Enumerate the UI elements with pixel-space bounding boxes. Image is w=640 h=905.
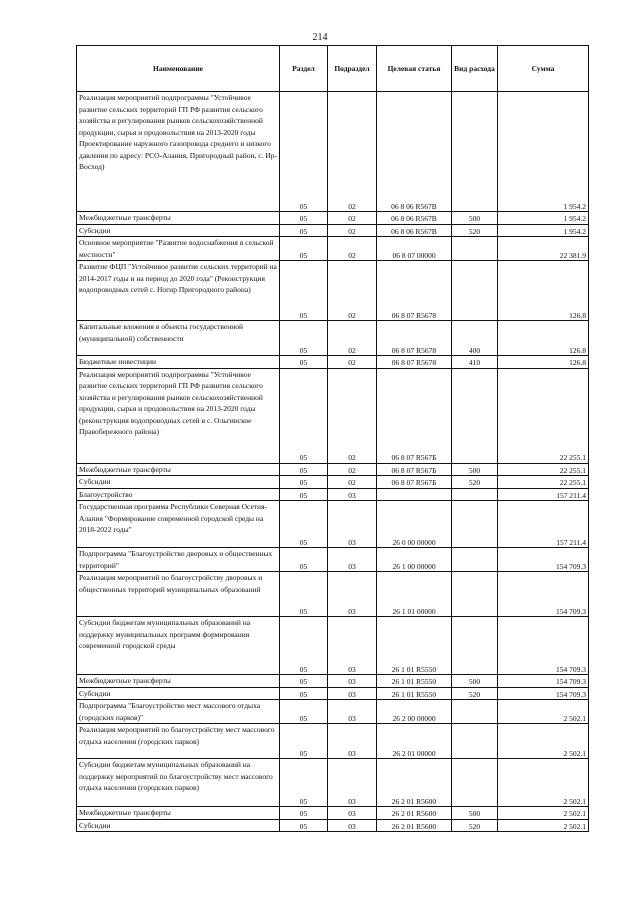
row-razdel: 05 <box>280 476 328 489</box>
row-article: 06 8 07 R567Б <box>377 463 452 476</box>
row-sum: 126.8 <box>498 356 589 369</box>
row-sum: 1 954.2 <box>498 92 589 212</box>
row-vid <box>452 261 498 321</box>
row-podrazdel: 03 <box>328 687 377 700</box>
row-vid <box>452 572 498 617</box>
row-sum: 126.8 <box>498 321 589 356</box>
row-name: Межбюджетные трансферты <box>77 807 280 820</box>
row-razdel: 05 <box>280 212 328 225</box>
row-vid: 500 <box>452 463 498 476</box>
row-podrazdel: 03 <box>328 819 377 832</box>
row-sum: 1 954.2 <box>498 212 589 225</box>
row-sum: 2 502.1 <box>498 724 589 759</box>
header-sum: Сумма <box>498 46 589 92</box>
row-razdel: 05 <box>280 700 328 724</box>
row-name: Межбюджетные трансферты <box>77 212 280 225</box>
page-number: 214 <box>312 32 328 43</box>
row-vid <box>452 501 498 548</box>
row-podrazdel: 02 <box>328 92 377 212</box>
table-row <box>77 92 589 212</box>
table-row <box>77 617 589 675</box>
table-row <box>77 488 589 501</box>
table-row <box>77 368 589 463</box>
row-vid <box>452 237 498 261</box>
row-article: 26 2 00 00000 <box>377 700 452 724</box>
row-razdel: 05 <box>280 261 328 321</box>
row-vid <box>452 488 498 501</box>
table-row <box>77 675 589 688</box>
header-razdel: Раздел <box>280 46 328 92</box>
row-razdel: 05 <box>280 321 328 356</box>
row-vid: 500 <box>452 675 498 688</box>
row-name: Субсидии <box>77 819 280 832</box>
row-sum: 22 381.9 <box>498 237 589 261</box>
table-row <box>77 807 589 820</box>
row-article: 26 2 01 R5600 <box>377 759 452 807</box>
row-podrazdel: 02 <box>328 463 377 476</box>
row-podrazdel: 02 <box>328 224 377 237</box>
row-podrazdel: 03 <box>328 724 377 759</box>
row-razdel: 05 <box>280 759 328 807</box>
row-razdel: 05 <box>280 572 328 617</box>
row-sum: 22 255.1 <box>498 476 589 489</box>
row-sum: 2 502.1 <box>498 759 589 807</box>
row-sum: 2 502.1 <box>498 819 589 832</box>
header-vid: Вид расхода <box>452 46 498 92</box>
row-vid <box>452 759 498 807</box>
row-article: 26 2 01 00000 <box>377 724 452 759</box>
row-vid: 520 <box>452 687 498 700</box>
row-razdel: 05 <box>280 501 328 548</box>
header-article: Целевая статья <box>377 46 452 92</box>
row-razdel: 05 <box>280 724 328 759</box>
table-row <box>77 700 589 724</box>
row-podrazdel: 03 <box>328 675 377 688</box>
header-name: Наименование <box>77 46 280 92</box>
row-article: 06 8 07 R5678 <box>377 261 452 321</box>
row-article: 26 0 00 00000 <box>377 501 452 548</box>
row-razdel: 05 <box>280 92 328 212</box>
row-article: 26 1 01 R5550 <box>377 687 452 700</box>
row-sum: 154 709.3 <box>498 548 589 572</box>
row-podrazdel: 03 <box>328 700 377 724</box>
row-razdel: 05 <box>280 687 328 700</box>
row-sum: 2 502.1 <box>498 700 589 724</box>
row-vid: 520 <box>452 476 498 489</box>
row-sum: 154 709.3 <box>498 675 589 688</box>
table-row <box>77 356 589 369</box>
row-article: 26 1 01 R5550 <box>377 675 452 688</box>
header-podrazdel: Подраздел <box>328 46 377 92</box>
row-razdel: 05 <box>280 368 328 463</box>
table-row <box>77 724 589 759</box>
row-vid: 410 <box>452 356 498 369</box>
row-sum: 126.8 <box>498 261 589 321</box>
row-razdel: 05 <box>280 463 328 476</box>
row-vid <box>452 92 498 212</box>
row-vid: 520 <box>452 819 498 832</box>
row-podrazdel: 02 <box>328 321 377 356</box>
row-name: Основное мероприятие "Развитие водоснабжения в сельской местности" <box>77 237 280 261</box>
row-name: Благоустройство <box>77 488 280 501</box>
table-row <box>77 321 589 356</box>
row-name: Субсидии <box>77 224 280 237</box>
row-razdel: 05 <box>280 548 328 572</box>
row-sum: 154 709.3 <box>498 572 589 617</box>
row-sum: 1 954.2 <box>498 224 589 237</box>
row-sum: 157 211.4 <box>498 488 589 501</box>
row-vid <box>452 724 498 759</box>
table-row <box>77 224 589 237</box>
row-sum: 22 255.1 <box>498 368 589 463</box>
row-article: 26 1 01 00000 <box>377 572 452 617</box>
row-podrazdel: 03 <box>328 572 377 617</box>
row-podrazdel: 03 <box>328 617 377 675</box>
row-name: Реализация мероприятий по благоустройству дворовых и общественных территорий муниципальных образований <box>77 572 280 617</box>
row-article: 26 2 01 R5600 <box>377 807 452 820</box>
table-row <box>77 476 589 489</box>
row-article: 26 1 01 R5550 <box>377 617 452 675</box>
row-article: 06 8 06 R567В <box>377 212 452 225</box>
row-podrazdel: 03 <box>328 759 377 807</box>
row-vid: 400 <box>452 321 498 356</box>
row-sum: 154 709.3 <box>498 617 589 675</box>
row-razdel: 05 <box>280 807 328 820</box>
row-article: 06 8 06 R567В <box>377 92 452 212</box>
row-podrazdel: 02 <box>328 212 377 225</box>
row-article: 06 8 07 R5678 <box>377 321 452 356</box>
row-vid: 500 <box>452 807 498 820</box>
row-name: Подпрограмма "Благоустройство мест массового отдыха (городских парков)" <box>77 700 280 724</box>
row-razdel: 05 <box>280 488 328 501</box>
row-name: Реализация мероприятий подпрограммы "Устойчивое развитие сельских территорий ГП РФ развития сельского хозяйства и регулирования рынков сельскохозяйственной продукции, сырья и продовольствия на 2013-2020 годы Проектирование наружного газопровода среднего и низкого давления по адресу: РСО-Алания, Пригородный район, с. Ир-Восход) <box>77 92 280 212</box>
row-razdel: 05 <box>280 617 328 675</box>
row-razdel: 05 <box>280 675 328 688</box>
table-row <box>77 548 589 572</box>
row-name: Субсидии <box>77 476 280 489</box>
row-article: 06 8 07 R567Б <box>377 476 452 489</box>
row-razdel: 05 <box>280 356 328 369</box>
row-podrazdel: 02 <box>328 237 377 261</box>
row-name: Субсидии бюджетам муниципальных образований на поддержку муниципальных программ формирования современной городской среды <box>77 617 280 675</box>
row-name: Бюджетные инвестиции <box>77 356 280 369</box>
table-row <box>77 687 589 700</box>
row-article: 06 8 07 00000 <box>377 237 452 261</box>
row-vid <box>452 617 498 675</box>
table-row <box>77 501 589 548</box>
row-razdel: 05 <box>280 224 328 237</box>
row-podrazdel: 03 <box>328 488 377 501</box>
table-header-row <box>77 46 589 92</box>
row-name: Реализация мероприятий подпрограммы "Устойчивое развитие сельских территорий ГП РФ развития сельского хозяйства и регулирования рынков сельскохозяйственной продукции, сырья и продовольствия на 2013-2020 годы (реконструкция водопроводных сетей в с. Ольгинское Правобережного района) <box>77 368 280 463</box>
row-sum: 154 709.3 <box>498 687 589 700</box>
row-article: 26 2 01 R5600 <box>377 819 452 832</box>
row-podrazdel: 03 <box>328 548 377 572</box>
row-podrazdel: 02 <box>328 356 377 369</box>
row-vid <box>452 368 498 463</box>
row-vid <box>452 700 498 724</box>
row-article: 26 1 00 00000 <box>377 548 452 572</box>
row-sum: 2 502.1 <box>498 807 589 820</box>
row-podrazdel: 03 <box>328 807 377 820</box>
row-name: Подпрограмма "Благоустройство дворовых и общественных территорий" <box>77 548 280 572</box>
row-article <box>377 488 452 501</box>
table-row <box>77 237 589 261</box>
row-article: 06 8 07 R5678 <box>377 356 452 369</box>
row-sum: 157 211.4 <box>498 501 589 548</box>
row-name: Развитие ФЦП "Устойчивое развитие сельских территорий на 2014-2017 годы и на период до 2020 года" (Реконструкция водопроводных сетей с. Ногир Пригородного района) <box>77 261 280 321</box>
row-razdel: 05 <box>280 237 328 261</box>
table-row <box>77 261 589 321</box>
row-razdel: 05 <box>280 819 328 832</box>
row-vid: 500 <box>452 212 498 225</box>
row-vid: 520 <box>452 224 498 237</box>
row-vid <box>452 548 498 572</box>
budget-table <box>76 45 589 832</box>
table-row <box>77 212 589 225</box>
row-article: 06 8 06 R567В <box>377 224 452 237</box>
row-sum: 22 255.1 <box>498 463 589 476</box>
table-body <box>77 92 589 832</box>
row-name: Межбюджетные трансферты <box>77 675 280 688</box>
row-podrazdel: 03 <box>328 501 377 548</box>
row-podrazdel: 02 <box>328 261 377 321</box>
table-row <box>77 463 589 476</box>
row-article: 06 8 07 R567Б <box>377 368 452 463</box>
table-row <box>77 819 589 832</box>
row-name: Межбюджетные трансферты <box>77 463 280 476</box>
row-podrazdel: 02 <box>328 368 377 463</box>
row-name: Капитальные вложения в объекты государственной (муниципальной) собственности <box>77 321 280 356</box>
table-row <box>77 759 589 807</box>
row-podrazdel: 02 <box>328 476 377 489</box>
row-name: Реализация мероприятий по благоустройству мест массового отдыха населения (городских парков) <box>77 724 280 759</box>
row-name: Государственная программа Республики Северная Осетия-Алания "Формирование современной городской среды на 2018-2022 годы" <box>77 501 280 548</box>
row-name: Субсидии бюджетам муниципальных образований на поддержку мероприятий по благоустройству мест массового отдыха населения (городских парков) <box>77 759 280 807</box>
table-row <box>77 572 589 617</box>
row-name: Субсидии <box>77 687 280 700</box>
